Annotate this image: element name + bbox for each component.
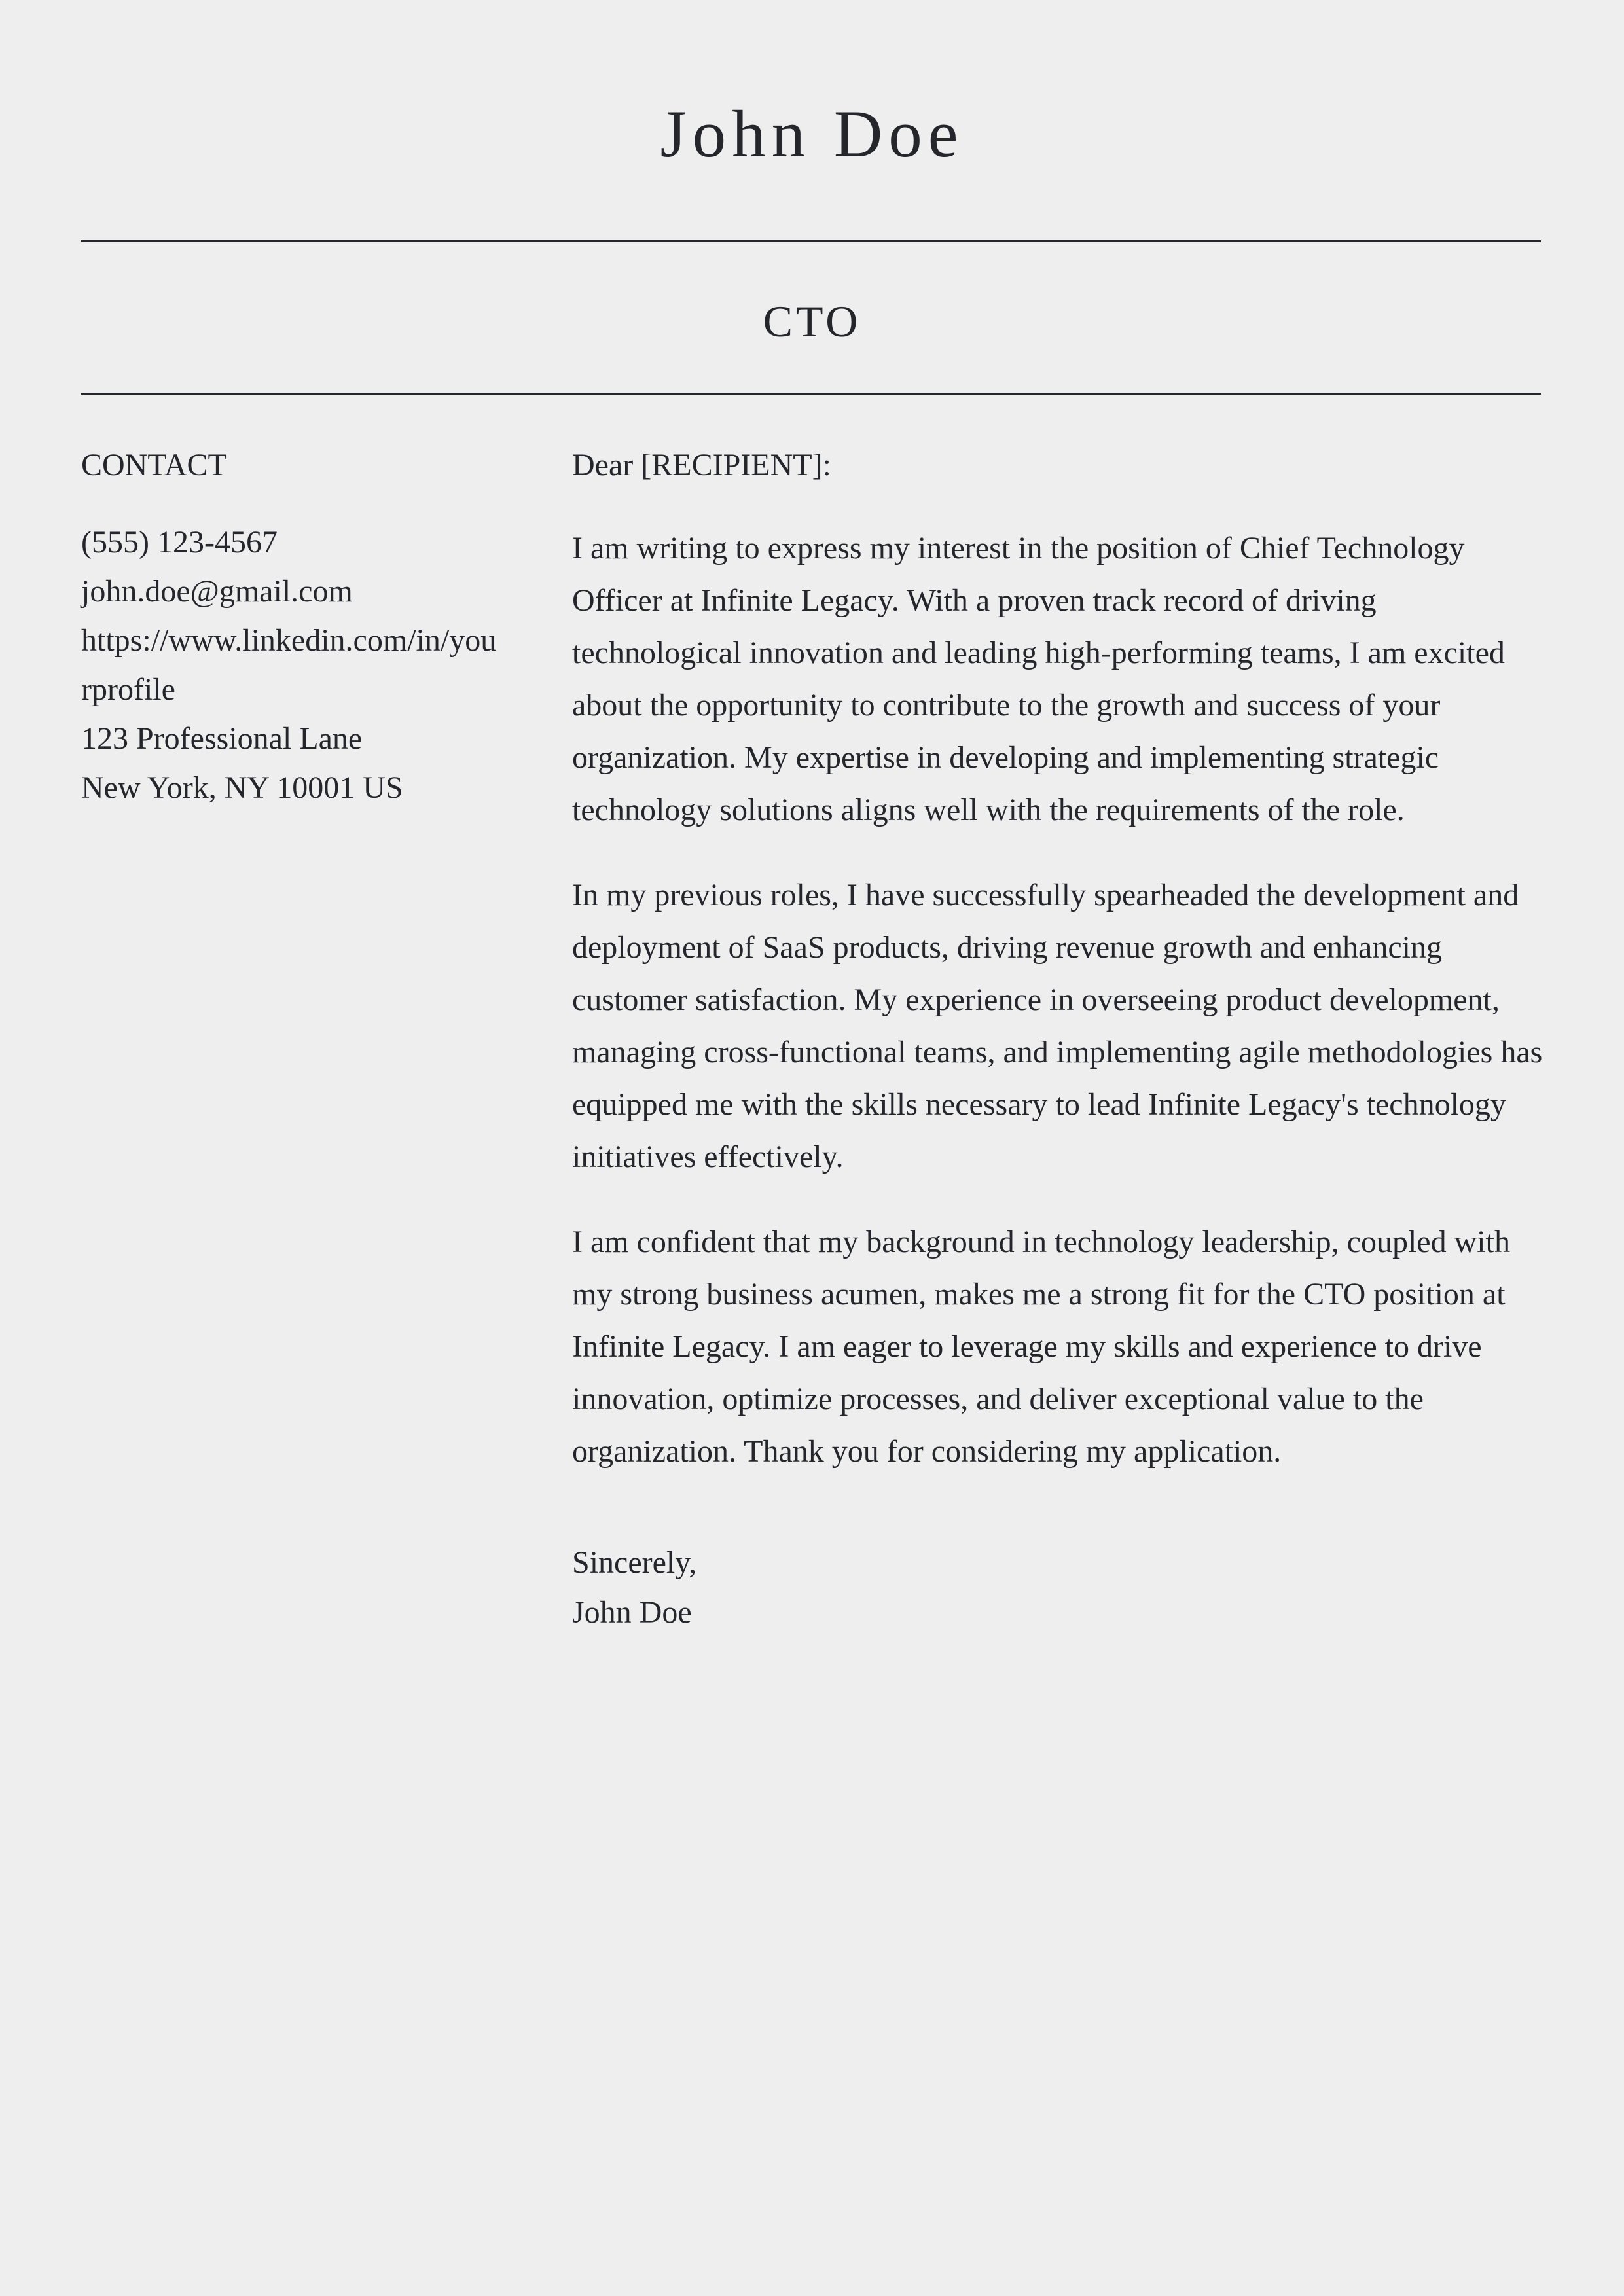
letter-paragraph-2: In my previous roles, I have successfully spearheaded the development and deployment of SaaS products, driving revenue growth and enhancing customer satisfaction. My experience in overseeing product development, managing cross-functional teams, and implementing agile methodologies has equipped me with the skills necessary to lead Infinite Legacy's technology initiatives effectively. <box>572 878 1543 1174</box>
closing-phrase: Sincerely, <box>572 1545 697 1580</box>
contact-address-street: 123 Professional Lane <box>81 721 363 756</box>
contact-heading: CONTACT <box>81 448 227 482</box>
contact-linkedin: https://www.linkedin.com/in/yourprofile <box>81 623 497 707</box>
signature-name: John Doe <box>572 1595 692 1630</box>
applicant-name: John Doe <box>660 97 964 171</box>
contact-phone: (555) 123-4567 <box>81 525 278 560</box>
letter-body <box>572 442 1547 1638</box>
salutation: Dear [RECIPIENT]: <box>572 448 831 482</box>
job-title: CTO <box>763 296 861 346</box>
contact-address-city: New York, NY 10001 US <box>81 770 403 805</box>
header-divider-top <box>81 240 1541 242</box>
contact-email: john.doe@gmail.com <box>81 574 353 609</box>
letter-paragraph-1: I am writing to express my interest in the position of Chief Technology Officer at Infinite Legacy. With a proven track record of driving technological innovation and leading high-performing teams, I am excited about the opportunity to contribute to the growth and success of your organization. My expertise in developing and implementing strategic technology solutions aligns well with the requirements of the role. <box>572 531 1505 827</box>
letter-paragraph-3: I am confident that my background in technology leadership, coupled with my strong business acumen, makes me a strong fit for the CTO position at Infinite Legacy. I am eager to leverage my skills and experience to drive innovation, optimize processes, and deliver exceptional value to the organization. Thank you for considering my application. <box>572 1225 1510 1469</box>
letter-closing <box>572 1538 1547 1638</box>
header-divider-bottom <box>81 393 1541 395</box>
contact-sidebar <box>81 442 500 812</box>
